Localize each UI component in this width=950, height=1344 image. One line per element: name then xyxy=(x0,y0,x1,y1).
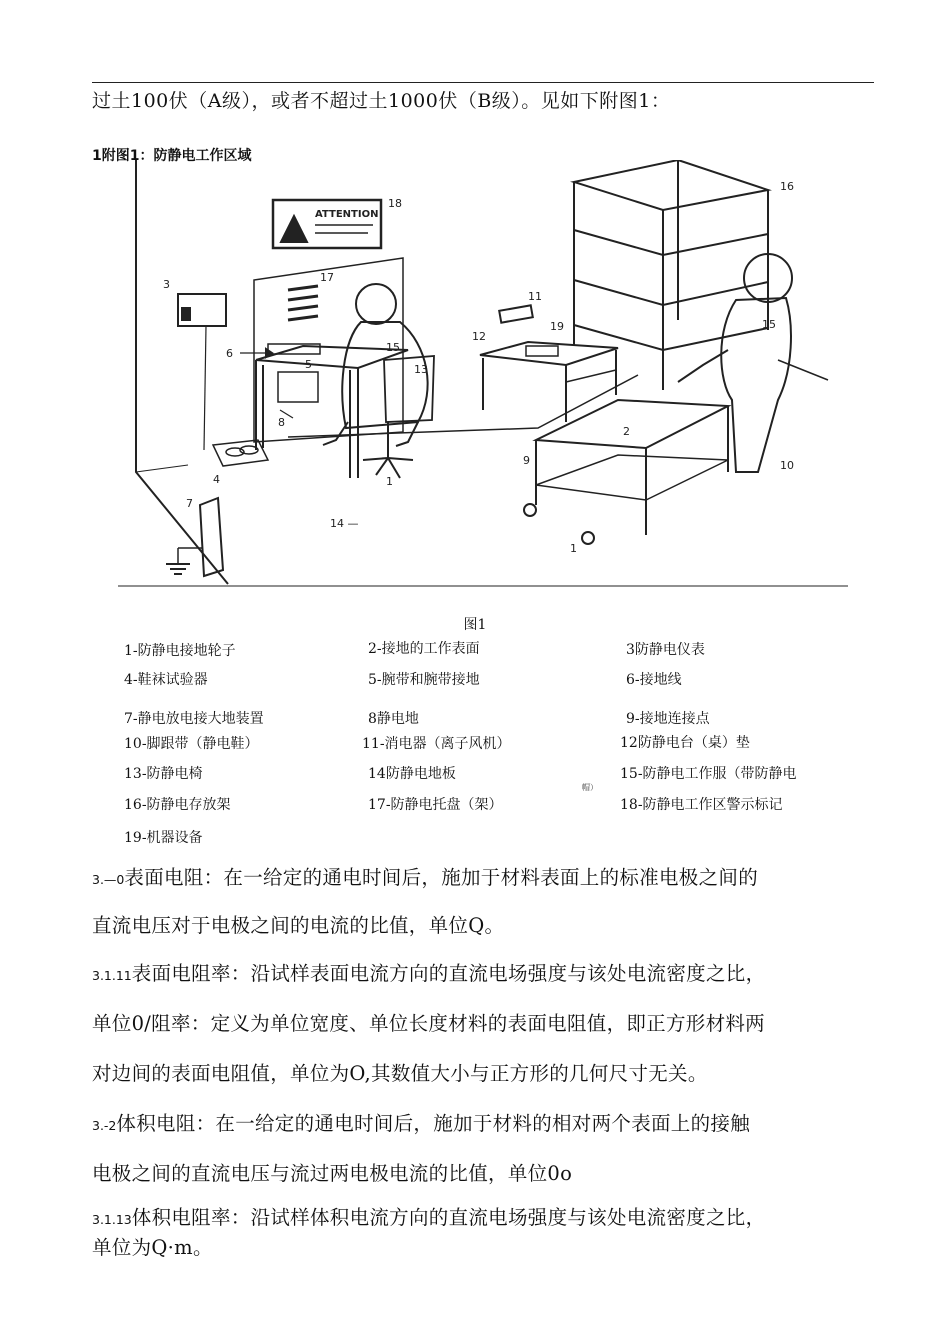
callout-13: 13 xyxy=(414,363,428,376)
callout-11: 11 xyxy=(528,290,542,303)
legend-item: 1-防静电接地轮子 xyxy=(124,643,236,659)
figure-caption: 图1 xyxy=(463,617,487,633)
callout-3: 3 xyxy=(163,278,170,291)
legend-item: 12防静电台（桌）垫 xyxy=(620,735,750,751)
callout-15b: 15 xyxy=(762,318,776,331)
legend-item: 15-防静电工作服（带防静电 xyxy=(620,766,797,782)
paragraph-line: 3.—0表面电阻：在一给定的通电时间后，施加于材料表面上的标准电极之间的 xyxy=(92,866,758,889)
callout-14: 14 — xyxy=(330,517,359,530)
callout-8: 8 xyxy=(278,416,285,429)
legend-item: 18-防静电工作区警示标记 xyxy=(620,797,783,813)
legend-item: 9-接地连接点 xyxy=(626,711,710,727)
legend-item: 16-防静电存放架 xyxy=(124,797,231,813)
callout-2: 2 xyxy=(623,425,630,438)
callout-10: 10 xyxy=(780,459,794,472)
callout-6: 6 xyxy=(226,347,233,360)
callout-7: 7 xyxy=(186,497,193,510)
legend-item: 4-鞋袜试验器 xyxy=(124,672,208,688)
figure-label: 1附图1：防静电工作区域 xyxy=(92,148,252,164)
stray-text: 帽） xyxy=(582,783,598,792)
callout-12: 12 xyxy=(472,330,486,343)
paragraph-line: 3.1.11表面电阻率：沿试样表面电流方向的直流电场强度与该处电流密度之比， xyxy=(92,962,766,985)
legend-item: 10-脚跟带（静电鞋） xyxy=(124,736,259,752)
paragraph-line: 直流电压对于电极之间的电流的比值，单位Q。 xyxy=(92,914,505,937)
callout-15a: 15 xyxy=(386,341,400,354)
legend-item: 11-消电器（离子风机） xyxy=(362,736,511,752)
foot-tester-panel xyxy=(278,372,318,402)
paragraph-line: 3.1.13体积电阻率：沿试样体积电流方向的直流电场强度与该处电流密度之比， xyxy=(92,1206,766,1229)
legend-item: 19-机器设备 xyxy=(124,830,203,846)
callout-9: 9 xyxy=(523,454,530,467)
legend-item: 6-接地线 xyxy=(626,672,682,688)
legend-item: 5-腕带和腕带接地 xyxy=(368,672,480,688)
paragraph-line: 对边间的表面电阻值，单位为O,其数值大小与正方形的几何尺寸无关。 xyxy=(92,1062,708,1085)
callout-4: 4 xyxy=(213,473,220,486)
warning-sign xyxy=(273,200,381,248)
paragraph-line: 电极之间的直流电压与流过两电极电流的比值，单位0o xyxy=(92,1162,573,1185)
paragraph-line: 单位0/阻率：定义为单位宽度、单位长度材料的表面电阻值，即正方形材料两 xyxy=(92,1012,765,1035)
left-wall-edge xyxy=(136,160,228,584)
legend-item: 13-防静电椅 xyxy=(124,766,203,782)
callout-1b: 1 xyxy=(570,542,577,555)
legend-item: 17-防静电托盘（架） xyxy=(368,797,503,813)
paragraph-line: 3.-2体积电阻：在一给定的通电时间后，施加于材料的相对两个表面上的接触 xyxy=(92,1112,750,1135)
callout-1a: 1 xyxy=(386,475,393,488)
paragraph-line: 单位为Q·m。 xyxy=(92,1236,213,1259)
legend-item: 2-接地的工作表面 xyxy=(368,641,480,657)
legend-item: 3防静电仪表 xyxy=(626,642,705,658)
callout-5: 5 xyxy=(305,358,312,371)
callout-16: 16 xyxy=(780,180,794,193)
esd-work-area-illustration xyxy=(118,160,850,588)
intro-line: 过土100伏（A级），或者不超过土1000伏（B级）。见如下附图1： xyxy=(92,90,671,112)
callout-18: 18 xyxy=(388,197,402,210)
legend-item: 7-静电放电接大地装置 xyxy=(124,711,264,727)
legend-item: 14防静电地板 xyxy=(368,766,456,782)
sign-text: ATTENTION xyxy=(315,209,379,220)
callout-17: 17 xyxy=(320,271,334,284)
callout-19: 19 xyxy=(550,320,564,333)
legend-item: 8静电地 xyxy=(368,711,419,727)
header-rule xyxy=(92,82,874,83)
